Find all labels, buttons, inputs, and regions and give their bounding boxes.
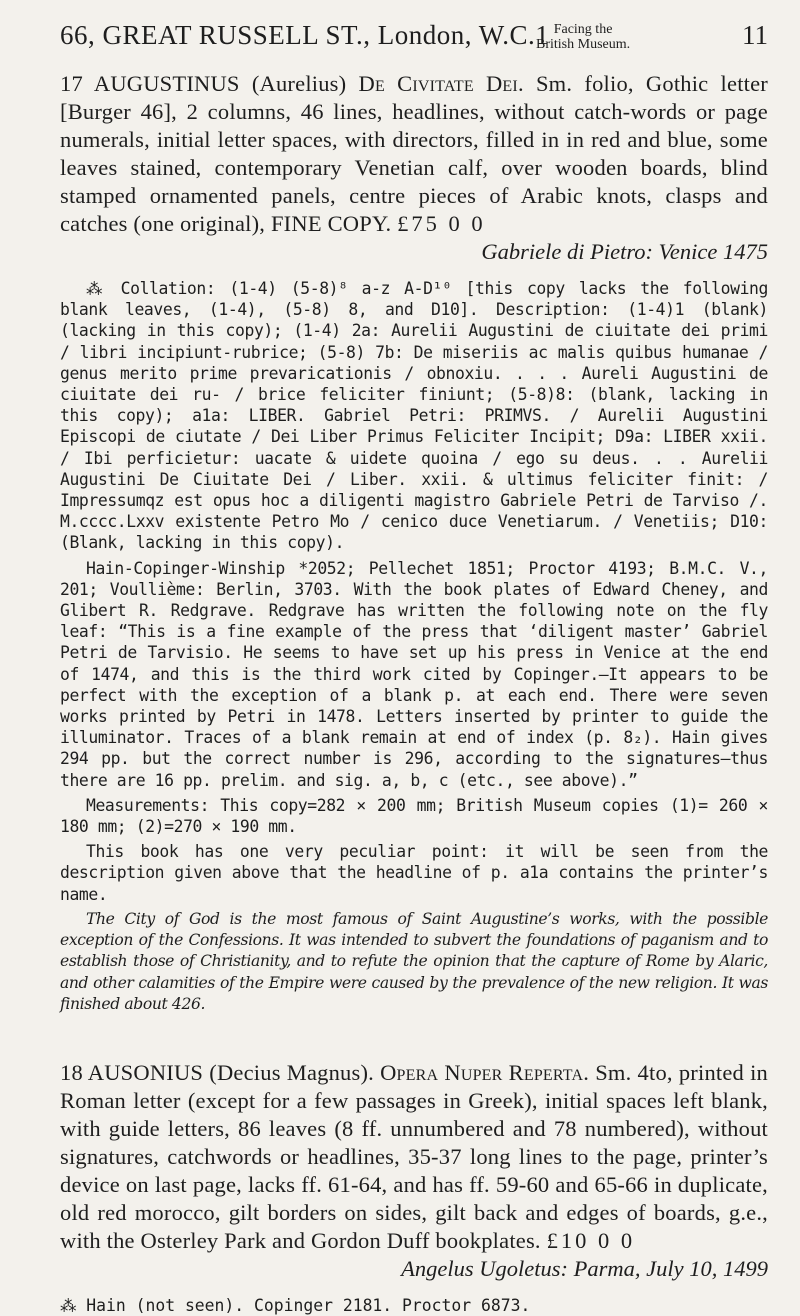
work-title: Opera Nuper Reperta. bbox=[380, 1059, 590, 1085]
entry-description bbox=[60, 1059, 768, 1255]
lot-number: 17 bbox=[60, 71, 83, 96]
physical-description: Sm. 4to, printed in Roman letter (except for a few passages in Greek), initial spaces left blank, with guide letters, 86 leaves (8 ff. unnumbered and 78 numbered), without signatures, catchwords or headlines, 35-37 long lines to the page, printer’s device on last page, lacks ff. 61-64, and has ff. 59-60 and 65-66 in duplicate, old red morocco, gilt borders on sides, gilt back and edges of boards, g.e., with the Osterley Park and Gordon Duff bookplates. bbox=[60, 1059, 768, 1253]
catalogue-entry-17 bbox=[60, 70, 768, 1015]
catalogue-page bbox=[60, 20, 768, 1316]
price: £75 0 0 bbox=[397, 211, 486, 236]
references-note: Hain-Copinger-Winship *2052; Pellechet 1851; Proctor 4193; B.M.C. V., 201; Voullième: Berlin, 3703. With the book plates of Edward Cheney, and Glibert R. Redgrave. Redgrave has written the following note on the fly leaf: “This is a fine example of the press that ‘diligent master’ Gabriel Petri de Tarvisio. He seems to have set up his press in Venice at the end of 1474, and this is the third work cited by Copinger.—It appears to be perfect with the exception of a blank p. at each end. There were seven works printed by Petri in 1478. Letters inserted by printer to guide the illuminator. Traces of a blank remain at end of index (p. 8₂). Hain gives 294 pp. but the correct number is 296, according to the signatures—thus there are 16 pp. prelim. and sig. a, b, c (etc., see above).” bbox=[60, 558, 768, 790]
references-note: ⁂ Hain (not seen). Copinger 2181. Proctor 6873. bbox=[60, 1295, 531, 1315]
physical-description: Sm. folio, Gothic letter [Burger 46], 2 columns, 46 lines, headlines, without catch-words or page numerals, initial letter spaces, with directors, filled in in red and blue, some leaves stained, contemporary Venetian calf, over wooden boards, blind stamped ornamented panels, centre pieces of Arabic knots, clasps and catches (one original), FINE COPY. bbox=[60, 71, 768, 236]
page-header bbox=[60, 20, 768, 70]
facing-note-line1: Facing the bbox=[553, 22, 613, 37]
author-name: AUGUSTINUS bbox=[93, 71, 240, 96]
imprint: Gabriele di Pietro: Venice 1475 bbox=[481, 239, 768, 264]
entry-notes bbox=[60, 278, 768, 1015]
catalogue-entry-18 bbox=[60, 1059, 768, 1316]
collation-note: ⁂ Collation: (1-4) (5-8)⁸ a-z A-D¹⁰ [this copy lacks the following blank leaves, (1-4), (5-8) 8, and D10]. Description: (1-4)1 (blank) (lacking in this copy); (1-4) 2a: Aurelii Augustini de ciuitate dei primi / libri incipiunt-rubrice; (5-8) 7b: De miseriis ac malis quibus humanae / genus merito prime prevaricationis / obnoxiu. . . . Aureli Augustini de ciuitate dei ru- / brice feliciter finiunt; (5-8)8: (blank, lacking in this copy); a1a: LIBER. Gabriel Petri: PRIMVS. / Aurelii Augustini Episcopi de ciutate / Dei Liber Primus Feliciter Incipit; D9a: LIBER xxii. / Ibi perficietur: uacate & uidete quoina / ego su deus. . . Aurelii Augustini De Ciuitate Dei / Liber. xxii. & ultimus feliciter finit: / Impressumqz est opus hoc a diligenti magistro Gabriele Petri de Tarviso /. M.cccc.Lxxv existente Petro Mo / cenico duce Venetiarum. / Venetiis; D10: (Blank, lacking in this copy). bbox=[60, 279, 768, 553]
running-head: 66, GREAT RUSSELL ST., London, W.C.1 bbox=[60, 20, 550, 50]
author-forename: (Aurelius) bbox=[251, 71, 347, 96]
peculiar-note: This book has one very peculiar point: it will be seen from the description given above that the headline of p. a1a contains the printer’s name. bbox=[60, 842, 768, 904]
author-name: AUSONIUS bbox=[87, 1059, 204, 1085]
imprint: Angelus Ugoletus: Parma, July 10, 1499 bbox=[401, 1255, 768, 1281]
page-number: 11 bbox=[742, 20, 768, 50]
facing-note bbox=[536, 22, 630, 52]
work-title: De Civitate Dei. bbox=[358, 71, 524, 96]
price: £10 0 0 bbox=[546, 1227, 636, 1253]
lot-number: 18 bbox=[60, 1059, 83, 1085]
facing-note-line2: British Museum. bbox=[536, 37, 631, 52]
measurements-note: Measurements: This copy=282 × 200 mm; British Museum copies (1)= 260 × 180 mm; (2)=270 × 190 mm. bbox=[60, 795, 768, 837]
city-of-god-note: The City of God is the most famous of Saint Augustine’s works, with the possible exception of the Confessions. It was intended to subvert the foundations of paganism and to establish those of Christianity, and to refute the opinion that the capture of Rome by Alaric, and other calamities of the Empire were caused by the prevalence of the new religion. It was finished about 426. bbox=[60, 909, 768, 1013]
author-forename: (Decius Magnus). bbox=[209, 1059, 374, 1085]
entry-description bbox=[60, 70, 768, 238]
